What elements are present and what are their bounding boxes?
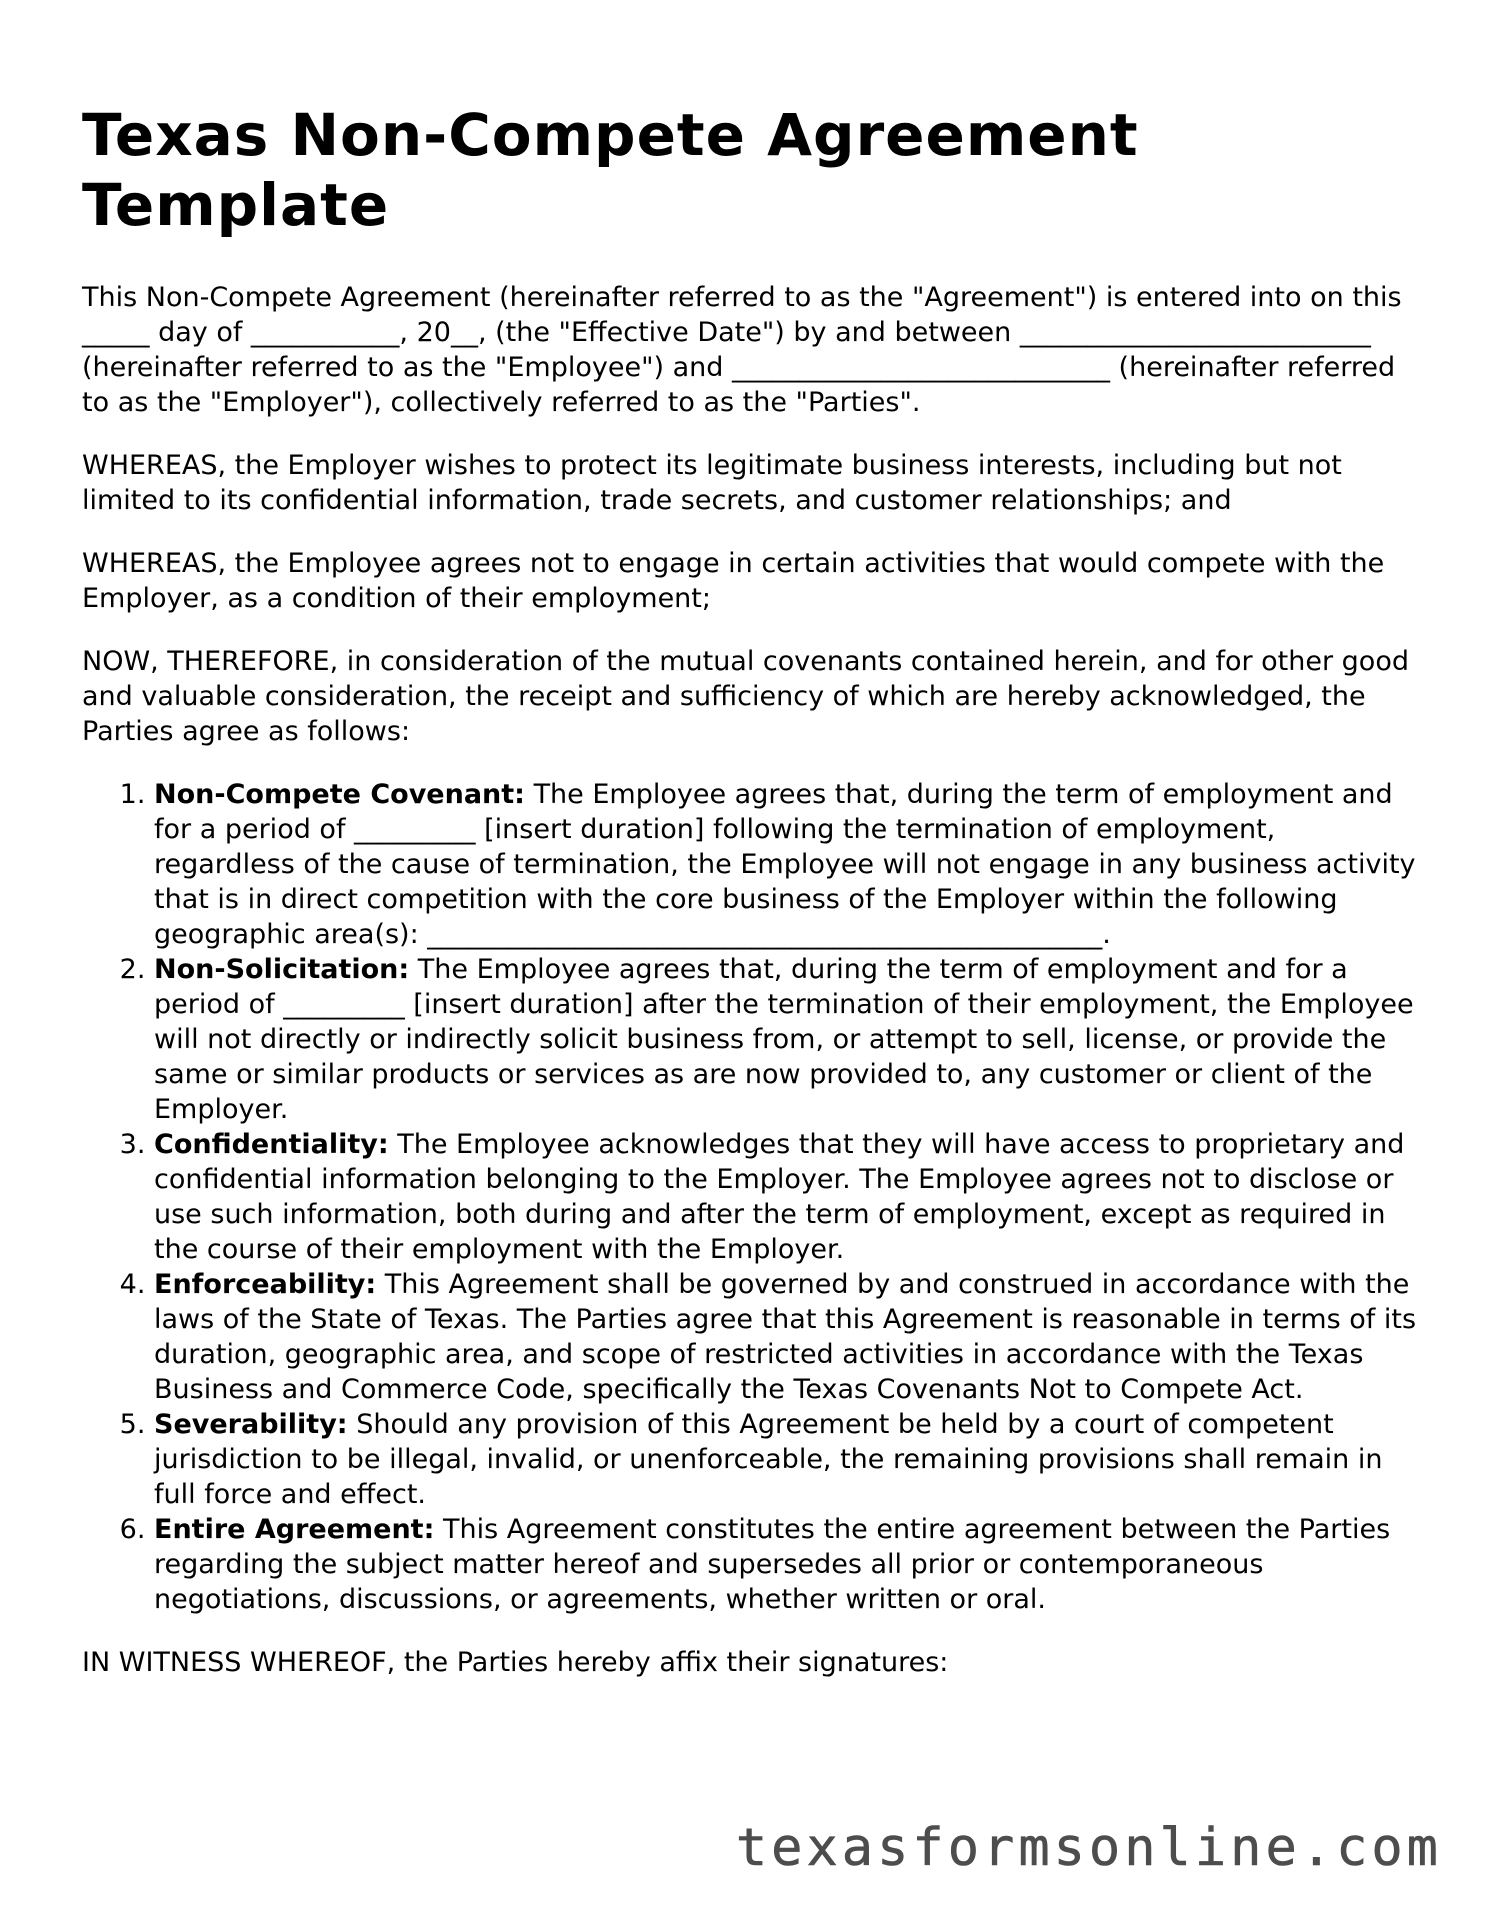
document-title: Texas Non-Compete Agreement Template [82,101,1139,239]
whereas-paragraph-2: WHEREAS, the Employee agrees not to engage in certain activities that would compete with the Employer, as a condition of their employment; [82,548,1385,614]
clause-list [82,777,1422,1617]
clause-term: Non-Compete Covenant: [154,779,525,810]
clause-text: The Employee agrees that, during the term of employment and for a period of _________ [insert duration] after the termination of their employment, the Employee will not directly or indirectly solicit business from, or attempt to sell, license, or provide the same or similar products or services as are now provided to, any customer or client of the Employer. [154,954,1414,1125]
clause-text: This Agreement constitutes the entire agreement between the Parties regarding the subject matter hereof and supersedes all prior or contemporaneous negotiations, discussions, or agreements, whether written or oral. [154,1514,1391,1615]
clause-text: The Employee agrees that, during the term of employment and for a period of _________ [insert duration] following the termination of employment, regardless of the cause of termination, the Employee will not engage in any business activity that is in direct competition with the core business of the Employer within the following geographic area(s): __________________________________________________. [154,779,1416,950]
clause-item [154,1127,1422,1267]
clause-term: Non-Solicitation: [154,954,410,985]
clause-item [154,952,1422,1127]
watermark: texasformsonline.com [735,1818,1442,1878]
clause-term: Enforceability: [154,1269,377,1300]
clause-text: The Employee acknowledges that they will have access to proprietary and confidential information belonging to the Employer. The Employee agrees not to disclose or use such information, both during and after the term of employment, except as required in the course of their employment with the Employer. [154,1129,1405,1265]
whereas-paragraph-1: WHEREAS, the Employer wishes to protect its legitimate business interests, including but not limited to its confidential information, trade secrets, and customer relationships; and [82,450,1342,516]
document-page [82,100,1422,1708]
clause-text: Should any provision of this Agreement be held by a court of competent jurisdiction to be illegal, invalid, or unenforceable, the remaining provisions shall remain in full force and effect. [154,1409,1383,1510]
clause-term: Entire Agreement: [154,1514,435,1545]
clause-text: This Agreement shall be governed by and construed in accordance with the laws of the State of Texas. The Parties agree that this Agreement is reasonable in terms of its duration, geographic area, and scope of restricted activities in accordance with the Texas Business and Commerce Code, specifically the Texas Covenants Not to Compete Act. [154,1269,1417,1405]
clause-item [154,1407,1422,1512]
clause-item [154,777,1422,952]
clause-term: Severability: [154,1409,348,1440]
intro-paragraph: This Non-Compete Agreement (hereinafter referred to as the "Agreement") is entered into on this _____ day of ___________, 20__, (the "Effective Date") by and between __________________________ (hereinafter referred to as the "Employee") and ____________________________ (hereinafter referred to as the "Employer"), collectively referred to as the "Parties". [82,282,1402,418]
clause-item [154,1512,1422,1617]
now-therefore-paragraph: NOW, THEREFORE, in consideration of the mutual covenants contained herein, and for other good and valuable consideration, the receipt and sufficiency of which are hereby acknowledged, the Parties agree as follows: [82,646,1409,747]
clause-item [154,1267,1422,1407]
witness-paragraph: IN WITNESS WHEREOF, the Parties hereby affix their signatures: [82,1647,949,1678]
clause-term: Confidentiality: [154,1129,389,1160]
